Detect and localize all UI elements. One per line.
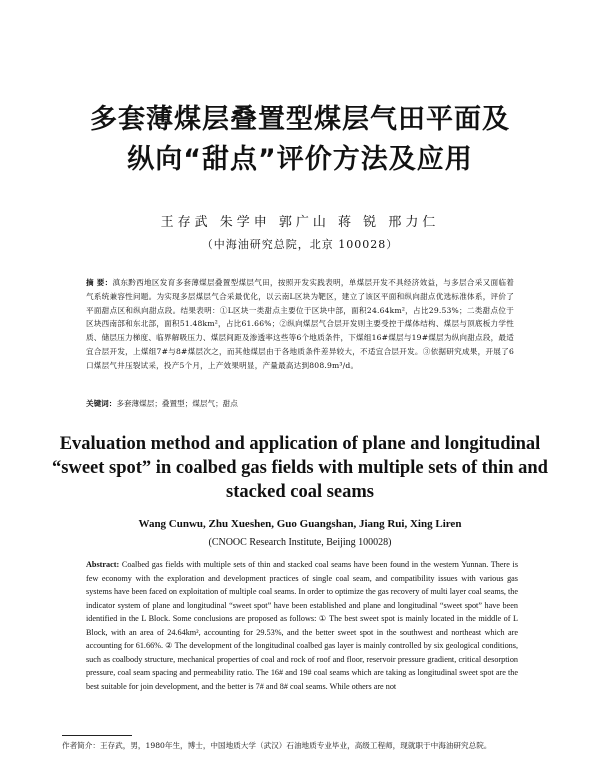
- chinese-affiliation: （中海油研究总院，北京 100028）: [201, 238, 399, 251]
- chinese-title-line-2: 纵向“甜点”评价方法及应用: [127, 144, 473, 175]
- chinese-title-line-1: 多套薄煤层叠置型煤层气田平面及: [90, 104, 510, 135]
- chinese-keywords: [86, 398, 514, 410]
- english-affiliation: (CNOOC Research Institute, Beijing 100028): [208, 537, 392, 548]
- chinese-abstract-label: 摘 要：: [86, 278, 113, 287]
- chinese-abstract-text: 滇东黔西地区发育多套薄煤层叠置型煤层气田，按照开发实践表明，单煤层开发不具经济效益，与多层合采又面临着气系统兼容性问题。为实现多层煤层气合采最优化，以云南L区块为靶区，建立了该区平面和纵向甜点优选标准体系，评价了平面甜点区和纵向甜点段。结果表明：①L区块一类甜点主要位于区块中部，面积24.64km²，占比29.53%；二类甜点位于区块西南部和东北部，面积51.48km²，占比61.66%；②纵向煤层气合层开发则主要受控于煤体结构、煤层与顶底板力学性质、储层压力梯度、临界解吸压力、煤层间距及渗透率这些等6个地质条件，下煤组16#煤层与19#煤层为纵向甜点段，最适宜合层开发，上煤组7#与8#煤层次之，而其他煤层由于各地质条件差异较大，不适宜合层开发。③依据研究成果，开展了6口煤层气井压裂试采，投产5个月，上产效果明显，产量最高达到808.9m³/d。: [86, 278, 514, 370]
- chinese-keywords-text: 多套薄煤层；叠置型；煤层气；甜点: [116, 399, 238, 408]
- chinese-keywords-label: 关键词：: [86, 399, 117, 408]
- english-title: Evaluation method and application of plane and longitudinal “sweet spot” in coalbed gas fields with multiple sets of thin and stacked coal seams: [52, 434, 548, 502]
- english-abstract: [86, 558, 518, 693]
- chinese-authors: 王存武 朱学申 郭广山 蒋 锐 邢力仁: [160, 215, 440, 230]
- english-authors: Wang Cunwu, Zhu Xueshen, Guo Guangshan, Jiang Rui, Xing Liren: [138, 518, 462, 530]
- footnote-divider: [62, 735, 132, 736]
- english-abstract-label: Abstract:: [86, 560, 120, 569]
- chinese-abstract: [86, 276, 514, 373]
- chinese-title: [40, 100, 560, 180]
- author-footnote: 作者简介：王存武，男，1980年生，博士，中国地质大学（武汉）石油地质专业毕业，高级工程师，现就职于中海油研究总院。: [62, 741, 492, 750]
- english-abstract-text: Coalbed gas fields with multiple sets of thin and stacked coal seams have been found in the western Yunnan. There is few economy with the exploration and development practices of single coal seam, and compatibility issues with various gas systems have been faced on exploitation of multiple coal seams. In order to optimize the gas recovery of multi layer coal seams, the indicator system of plane and longitudinal “sweet spot” have been established and plane and longitudinal “sweet spot” have been identified in the L Block. Some conclusions are proposed as follows: ① The best sweet spot is mainly located in the middle of L Block, with an area of 24.64km², accounting for 29.53%, and the better sweet spot in the southwest and northeast which are accounting for 61.66%. ② The development of the longitudinal coalbed gas layer is mainly controlled by six geological conditions, such as coalbody structure, mechanical properties of coal and rock of roof and floor, reservoir pressure gradient, critical desorption pressure, coal seam spacing and permeability ratio. The 16# and 19# coal seams which are taking as longitudinal sweet spot are the best suitable for join development, and the better is 7# and 8# coal seams. While others are not: [86, 560, 519, 691]
